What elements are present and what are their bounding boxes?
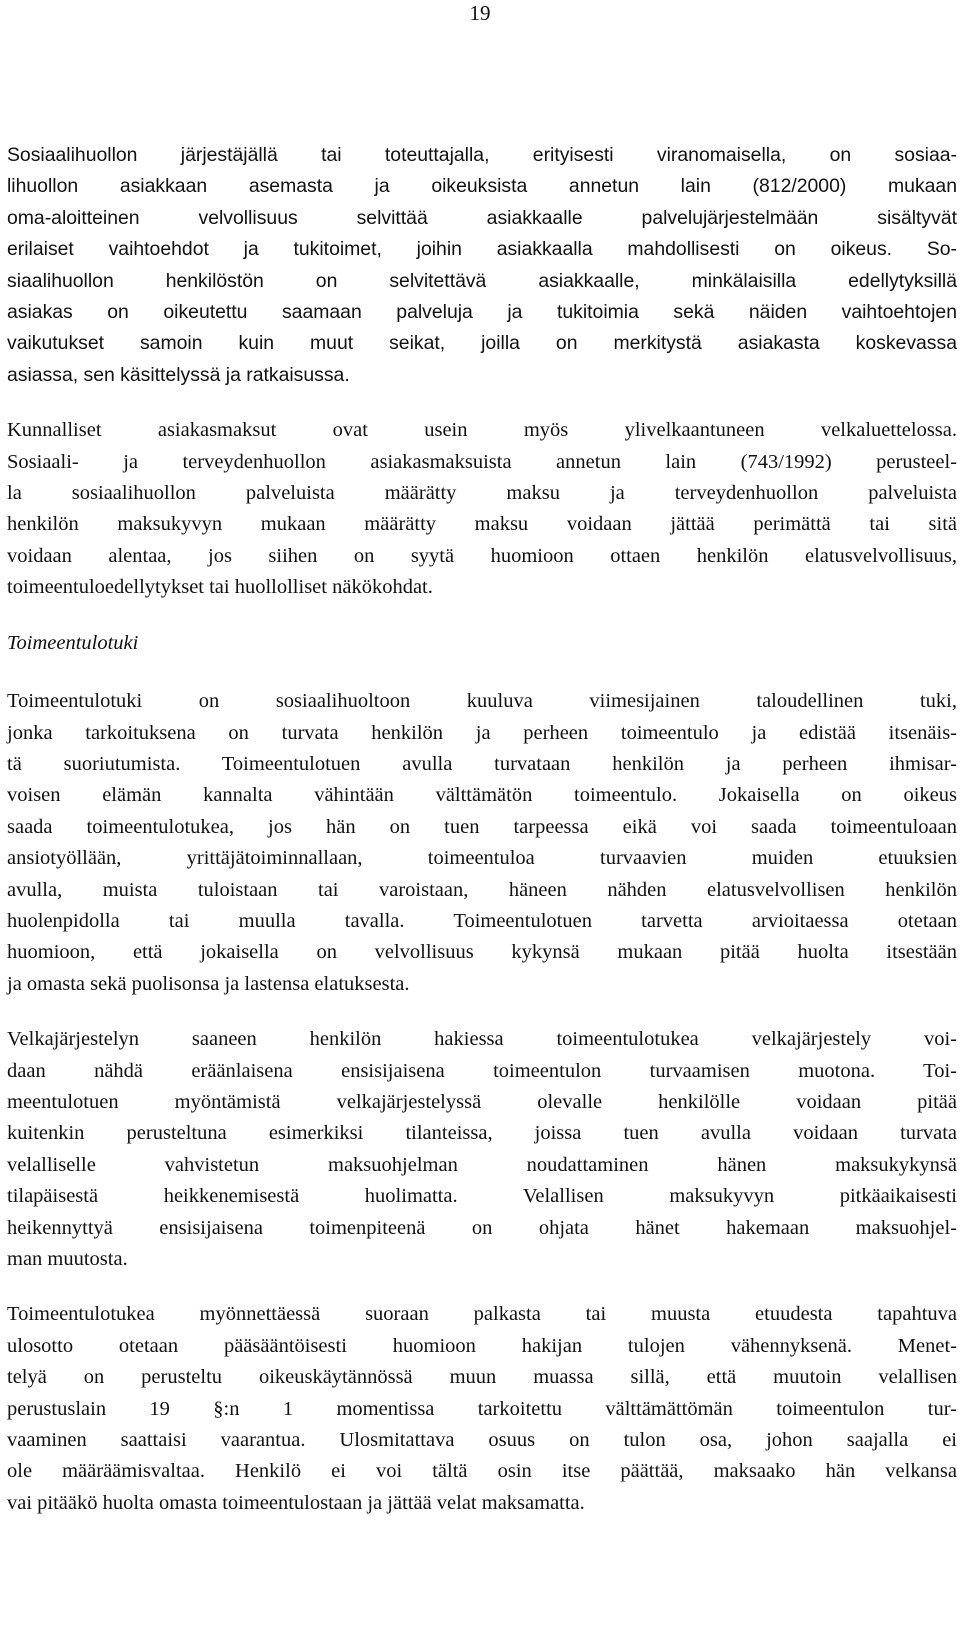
- paragraph-velkajarjestely: [7, 1024, 957, 1275]
- paragraph-line: lihuollon asiakkaan asemasta ja oikeuksista annetun lain (812/2000) mukaan: [7, 175, 957, 198]
- paragraph-line: Toimeentulotukea myönnettäessä suoraan palkasta tai muusta etuudesta tapahtuva: [7, 1303, 957, 1326]
- paragraph-line: tä suoriutumista. Toimeentulotuen avulla turvataan henkilön ja perheen ihmisar-: [7, 752, 957, 775]
- paragraph-line: kuitenkin perusteltuna esimerkiksi tilanteissa, joissa tuen avulla voidaan turvata: [7, 1122, 957, 1145]
- paragraph-asiakkaan-asema: [7, 140, 957, 391]
- paragraph-line: daan nähdä eräänlaisena ensisijaisena toimeentulon turvaamisen muotona. Toi-: [7, 1059, 957, 1082]
- paragraph-line: ole määräämisvaltaa. Henkilö ei voi tältä osin itse päättää, maksaako hän velkansa: [7, 1460, 957, 1483]
- paragraph-line: voidaan alentaa, jos siihen on syytä huomioon ottaen henkilön elatusvelvollisuus,: [7, 544, 957, 567]
- paragraph-line: Velkajärjestelyn saaneen henkilön hakiessa toimeentulotukea velkajärjestely voi-: [7, 1028, 957, 1051]
- paragraph-line: heikennyttyä ensisijaisena toimenpiteenä on ohjata hänet hakemaan maksuohjel-: [7, 1216, 957, 1239]
- paragraph-line: man muutosta.: [7, 1248, 128, 1270]
- document-body: [7, 140, 957, 1519]
- paragraph-line: la sosiaalihuollon palveluista määrätty maksu ja terveydenhuollon palveluista: [7, 482, 957, 505]
- paragraph-line: vaikutukset samoin kuin muut seikat, joilla on merkitystä asiakasta koskevassa: [7, 332, 957, 355]
- paragraph-line: Sosiaali- ja terveydenhuollon asiakasmaksuista annetun lain (743/1992) perusteel-: [7, 450, 957, 473]
- paragraph-line: saada toimeentulotukea, jos hän on tuen tarpeessa eikä voi saada toimeentuloaan: [7, 815, 957, 838]
- section-heading: Toimeentulotuki: [7, 631, 139, 654]
- paragraph-line: toimeentuloedellytykset tai huollolliset näkökohdat.: [7, 576, 433, 599]
- paragraph-ulosotto: [7, 1299, 957, 1519]
- paragraph-line: huolenpidolla tai muulla tavalla. Toimeentulotuen tarvetta arvioitaessa otetaan: [7, 909, 957, 932]
- paragraph-line: jonka tarkoituksena on turvata henkilön ja perheen toimeentulo ja edistää itsenäis-: [7, 721, 957, 744]
- page-number: 19: [469, 1, 491, 25]
- paragraph-line: voisen elämän kannalta vähintään välttämätön toimeentulo. Jokaisella on oikeus: [7, 784, 957, 807]
- paragraph-line: asiakas on oikeutettu saamaan palveluja ja tukitoimia sekä näiden vaihtoehtojen: [7, 301, 957, 324]
- paragraph-line: tilapäisestä heikkenemisestä huolimatta. Velallisen maksukyvyn pitkäaikaisesti: [7, 1185, 957, 1208]
- paragraph-line: telyä on perusteltu oikeuskäytännössä muun muassa sillä, että muutoin velallisen: [7, 1366, 957, 1389]
- paragraph-toimeentulotuki: [7, 686, 957, 1000]
- paragraph-line: vai pitääkö huolta omasta toimeentulostaan ja jättää velat maksamatta.: [7, 1491, 585, 1514]
- paragraph-line: huomioon, että jokaisella on velvollisuus kykynsä mukaan pitää huolta itsestään: [7, 941, 957, 964]
- paragraph-line: Kunnalliset asiakasmaksut ovat usein myös ylivelkaantuneen velkaluettelossa.: [7, 419, 957, 442]
- paragraph-line: erilaiset vaihtoehdot ja tukitoimet, joihin asiakkaalla mahdollisesti on oikeus. So-: [7, 238, 957, 261]
- paragraph-line: avulla, muista tuloistaan tai varoistaan, häneen nähden elatusvelvollisen henkilön: [7, 878, 957, 901]
- paragraph-line: ulosotto otetaan pääsääntöisesti huomioon hakijan tulojen vähennyksenä. Menet-: [7, 1334, 957, 1357]
- paragraph-line: ja omasta sekä puolisonsa ja lastensa elatuksesta.: [7, 972, 410, 995]
- paragraph-asiakasmaksut: [7, 415, 957, 603]
- paragraph-line: siaalihuollon henkilöstön on selvitettävä asiakkaalle, minkälaisilla edellytyksillä: [7, 269, 957, 292]
- paragraph-line: velalliselle vahvistetun maksuohjelman noudattaminen hänen maksukykynsä: [7, 1153, 957, 1176]
- paragraph-line: vaaminen saattaisi vaarantua. Ulosmitattava osuus on tulon osa, johon saajalla ei: [7, 1429, 957, 1452]
- paragraph-line: oma-aloitteinen velvollisuus selvittää asiakkaalle palvelujärjestelmään sisältyvät: [7, 206, 957, 229]
- paragraph-line: meentulotuen myöntämistä velkajärjestelyssä olevalle henkilölle voidaan pitää: [7, 1090, 957, 1113]
- paragraph-line: ansiotyöllään, yrittäjätoiminnallaan, toimeentuloa turvaavien muiden etuuksien: [7, 847, 957, 870]
- paragraph-line: asiassa, sen käsittelyssä ja ratkaisussa.: [7, 363, 350, 386]
- paragraph-line: Sosiaalihuollon järjestäjällä tai toteuttajalla, erityisesti viranomaisella, on sosiaa-: [7, 144, 957, 166]
- paragraph-line: perustuslain 19 §:n 1 momentissa tarkoitettu välttämättömän toimeentulon tur-: [7, 1397, 957, 1420]
- paragraph-line: Toimeentulotuki on sosiaalihuoltoon kuuluva viimesijainen taloudellinen tuki,: [7, 690, 957, 713]
- paragraph-line: henkilön maksukyvyn mukaan määrätty maksu voidaan jättää perimättä tai sitä: [7, 513, 957, 536]
